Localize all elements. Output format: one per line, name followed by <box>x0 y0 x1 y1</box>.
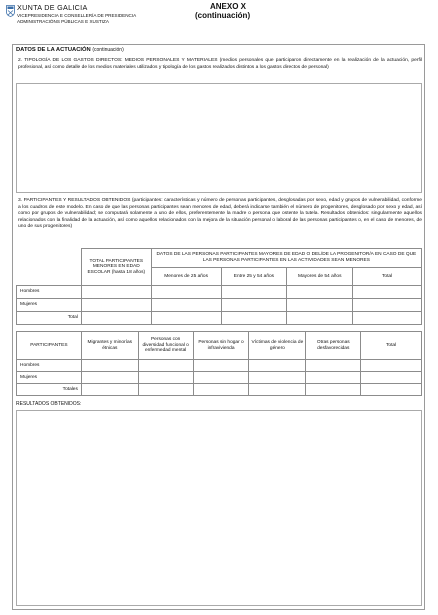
corner-cell <box>17 249 82 286</box>
vulnerability-groups-table <box>16 331 422 396</box>
col-header-gender-violence: Víctimas de violencia de género <box>249 332 306 360</box>
input-cell[interactable] <box>151 312 221 325</box>
item-2-text-area[interactable] <box>16 83 422 193</box>
section-title-text: DATOS DE LA ACTUACIÓN <box>16 47 91 53</box>
table-row <box>17 299 422 312</box>
input-cell[interactable] <box>361 372 422 384</box>
input-cell[interactable] <box>81 384 138 396</box>
row-label-men: Hombres <box>17 286 82 299</box>
input-cell[interactable] <box>249 384 306 396</box>
col-header-functional-diversity: Personas con diversidad funcional o enfermedad mental <box>138 332 193 360</box>
input-cell[interactable] <box>151 286 221 299</box>
input-cell[interactable] <box>353 299 422 312</box>
input-cell[interactable] <box>81 299 151 312</box>
input-cell[interactable] <box>81 312 151 325</box>
row-label-women: Mujeres <box>17 372 82 384</box>
table-row <box>17 312 422 325</box>
col-header-over-54: Mayores de 54 años <box>287 268 353 286</box>
department-line-2: ADMINISTRACIÓNS PÚBLICAS E XUSTIZA <box>17 19 109 24</box>
col-header-total: Total <box>353 268 422 286</box>
input-cell[interactable] <box>193 360 249 372</box>
input-cell[interactable] <box>193 372 249 384</box>
col-header-minors: TOTAL PARTICIPANTES MENORES EN EDAD ESCOLAR (hasta 18 años) <box>81 249 151 286</box>
input-cell[interactable] <box>249 372 306 384</box>
row-label-totals: Totales <box>17 384 82 396</box>
input-cell[interactable] <box>221 286 287 299</box>
row-label-men: Hombres <box>17 360 82 372</box>
input-cell[interactable] <box>287 286 353 299</box>
results-text-area[interactable] <box>16 410 422 606</box>
table-row <box>17 372 422 384</box>
col-header-participants: PARTICIPANTES <box>17 332 82 360</box>
col-header-under-25: Menores de 25 años <box>151 268 221 286</box>
table-row <box>17 286 422 299</box>
input-cell[interactable] <box>361 360 422 372</box>
input-cell[interactable] <box>353 312 422 325</box>
row-label-women: Mujeres <box>17 299 82 312</box>
col-header-total: Total <box>361 332 422 360</box>
input-cell[interactable] <box>81 286 151 299</box>
input-cell[interactable] <box>221 312 287 325</box>
input-cell[interactable] <box>287 299 353 312</box>
input-cell[interactable] <box>287 312 353 325</box>
col-header-25-54: Entre 25 y 54 años <box>221 268 287 286</box>
department-line-1: VICEPRESIDENCIA E CONSELLERÍA DE PRESIDENCIA <box>17 13 137 18</box>
input-cell[interactable] <box>306 372 361 384</box>
input-cell[interactable] <box>81 372 138 384</box>
table-row <box>17 384 422 396</box>
results-label: RESULTADOS OBTENIDOS: <box>16 401 82 407</box>
input-cell[interactable] <box>81 360 138 372</box>
group-header: DATOS DE LAS PERSONAS PARTICIPANTES MAYORES DE EDAD O DEL/DE LA PROGENITOR/A EN CASO DE QUE LAS PERSONAS PARTICIPANTES EN LAS ACTIVIDADES SEAN MENORES <box>151 249 421 268</box>
annex-title: ANEXO X <box>210 2 247 11</box>
participants-age-table <box>16 248 422 325</box>
xunta-logo-icon <box>6 5 15 17</box>
input-cell[interactable] <box>306 384 361 396</box>
row-label-total: Total <box>17 312 82 325</box>
item-2-description: 2. TIPOLOGÍA DE LOS GASTOS DIRECTOS: MEDIOS PERSONALES Y MATERIALES (medios personales que participaron directamente en la realización de la actuación, perfil profesional, así como detalle de los medios materiales utilizados y tipología de los gastos realizados distintos a los gastos directos de personal) <box>18 58 422 70</box>
input-cell[interactable] <box>138 384 193 396</box>
col-header-other-disadvantaged: Otras personas desfavorecidas <box>306 332 361 360</box>
annex-subtitle: (continuación) <box>195 11 251 20</box>
item-3-description: 3. PARTICIPANTES Y RESULTADOS OBTENIDOS (participantes: características y número de personas participantes, desglosadas por sexo, edad y grupos de vulnerabilidad, conforme a los cuadros de este modelo. En caso de que las personas participantes sean menores de edad, deberá indicarse también el número de progenitores, desglosado por sexo y edad, así como por grupos de vulnerabilidad; se computará solamente a uno de ellos, preferentemente la madre o persona que ostente la tutela. Resultados obtenidos: singularmente aquellos relacionados con la finalidad de la actuación, así como aquellos relacionados con la mejora de la situación personal o laboral de las personas participantes o, en el caso de menores, de uno de sus progenitores) <box>18 198 422 230</box>
col-header-migrants: Migrantes y minorías étnicas <box>81 332 138 360</box>
input-cell[interactable] <box>193 384 249 396</box>
input-cell[interactable] <box>249 360 306 372</box>
input-cell[interactable] <box>306 360 361 372</box>
col-header-homeless: Personas sin hogar o infravivienda <box>193 332 249 360</box>
input-cell[interactable] <box>138 372 193 384</box>
input-cell[interactable] <box>151 299 221 312</box>
input-cell[interactable] <box>361 384 422 396</box>
table-row <box>17 360 422 372</box>
input-cell[interactable] <box>138 360 193 372</box>
section-title <box>16 47 124 53</box>
institution-name: XUNTA DE GALICIA <box>17 3 88 12</box>
section-title-suffix: (continuación) <box>92 47 124 53</box>
input-cell[interactable] <box>221 299 287 312</box>
input-cell[interactable] <box>353 286 422 299</box>
